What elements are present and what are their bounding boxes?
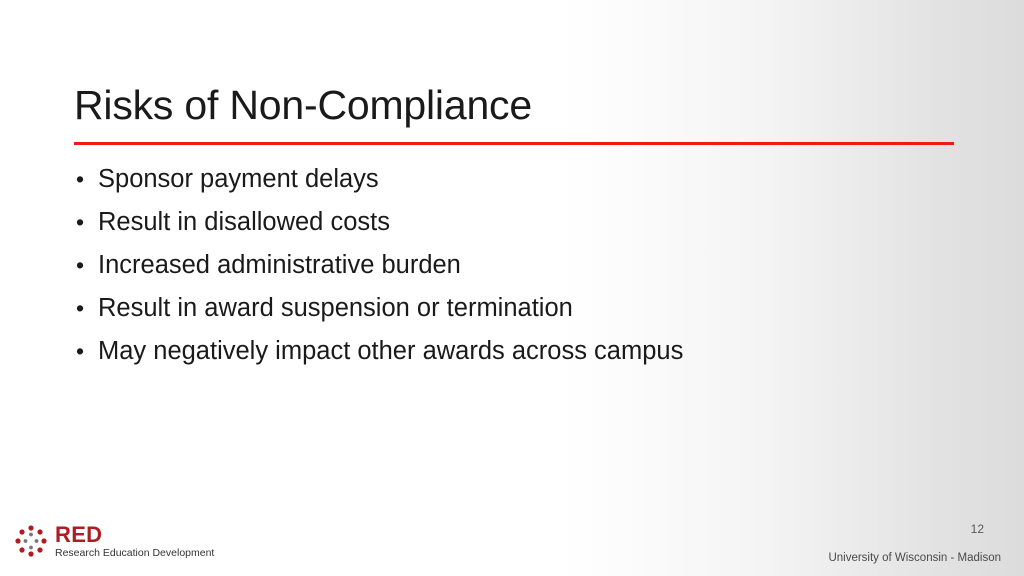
footer-organization: University of Wisconsin - Madison	[828, 552, 1001, 564]
red-logo	[10, 516, 214, 566]
list-item: • Result in disallowed costs	[74, 201, 954, 244]
slide-number: 12	[970, 522, 984, 536]
title-divider	[74, 142, 954, 145]
list-item: • Sponsor payment delays	[74, 158, 954, 201]
red-logo-title: RED	[55, 521, 103, 547]
red-logo-text	[55, 521, 215, 559]
page-title: Risks of Non-Compliance	[74, 82, 532, 129]
bullet-list	[74, 158, 954, 373]
red-logo-subtitle: Research Education Development	[55, 546, 215, 559]
list-item: • May negatively impact other awards across campus	[74, 330, 954, 373]
list-item: • Increased administrative burden	[74, 244, 954, 287]
red-logo-icon	[10, 520, 52, 562]
list-item: • Result in award suspension or termination	[74, 287, 954, 330]
